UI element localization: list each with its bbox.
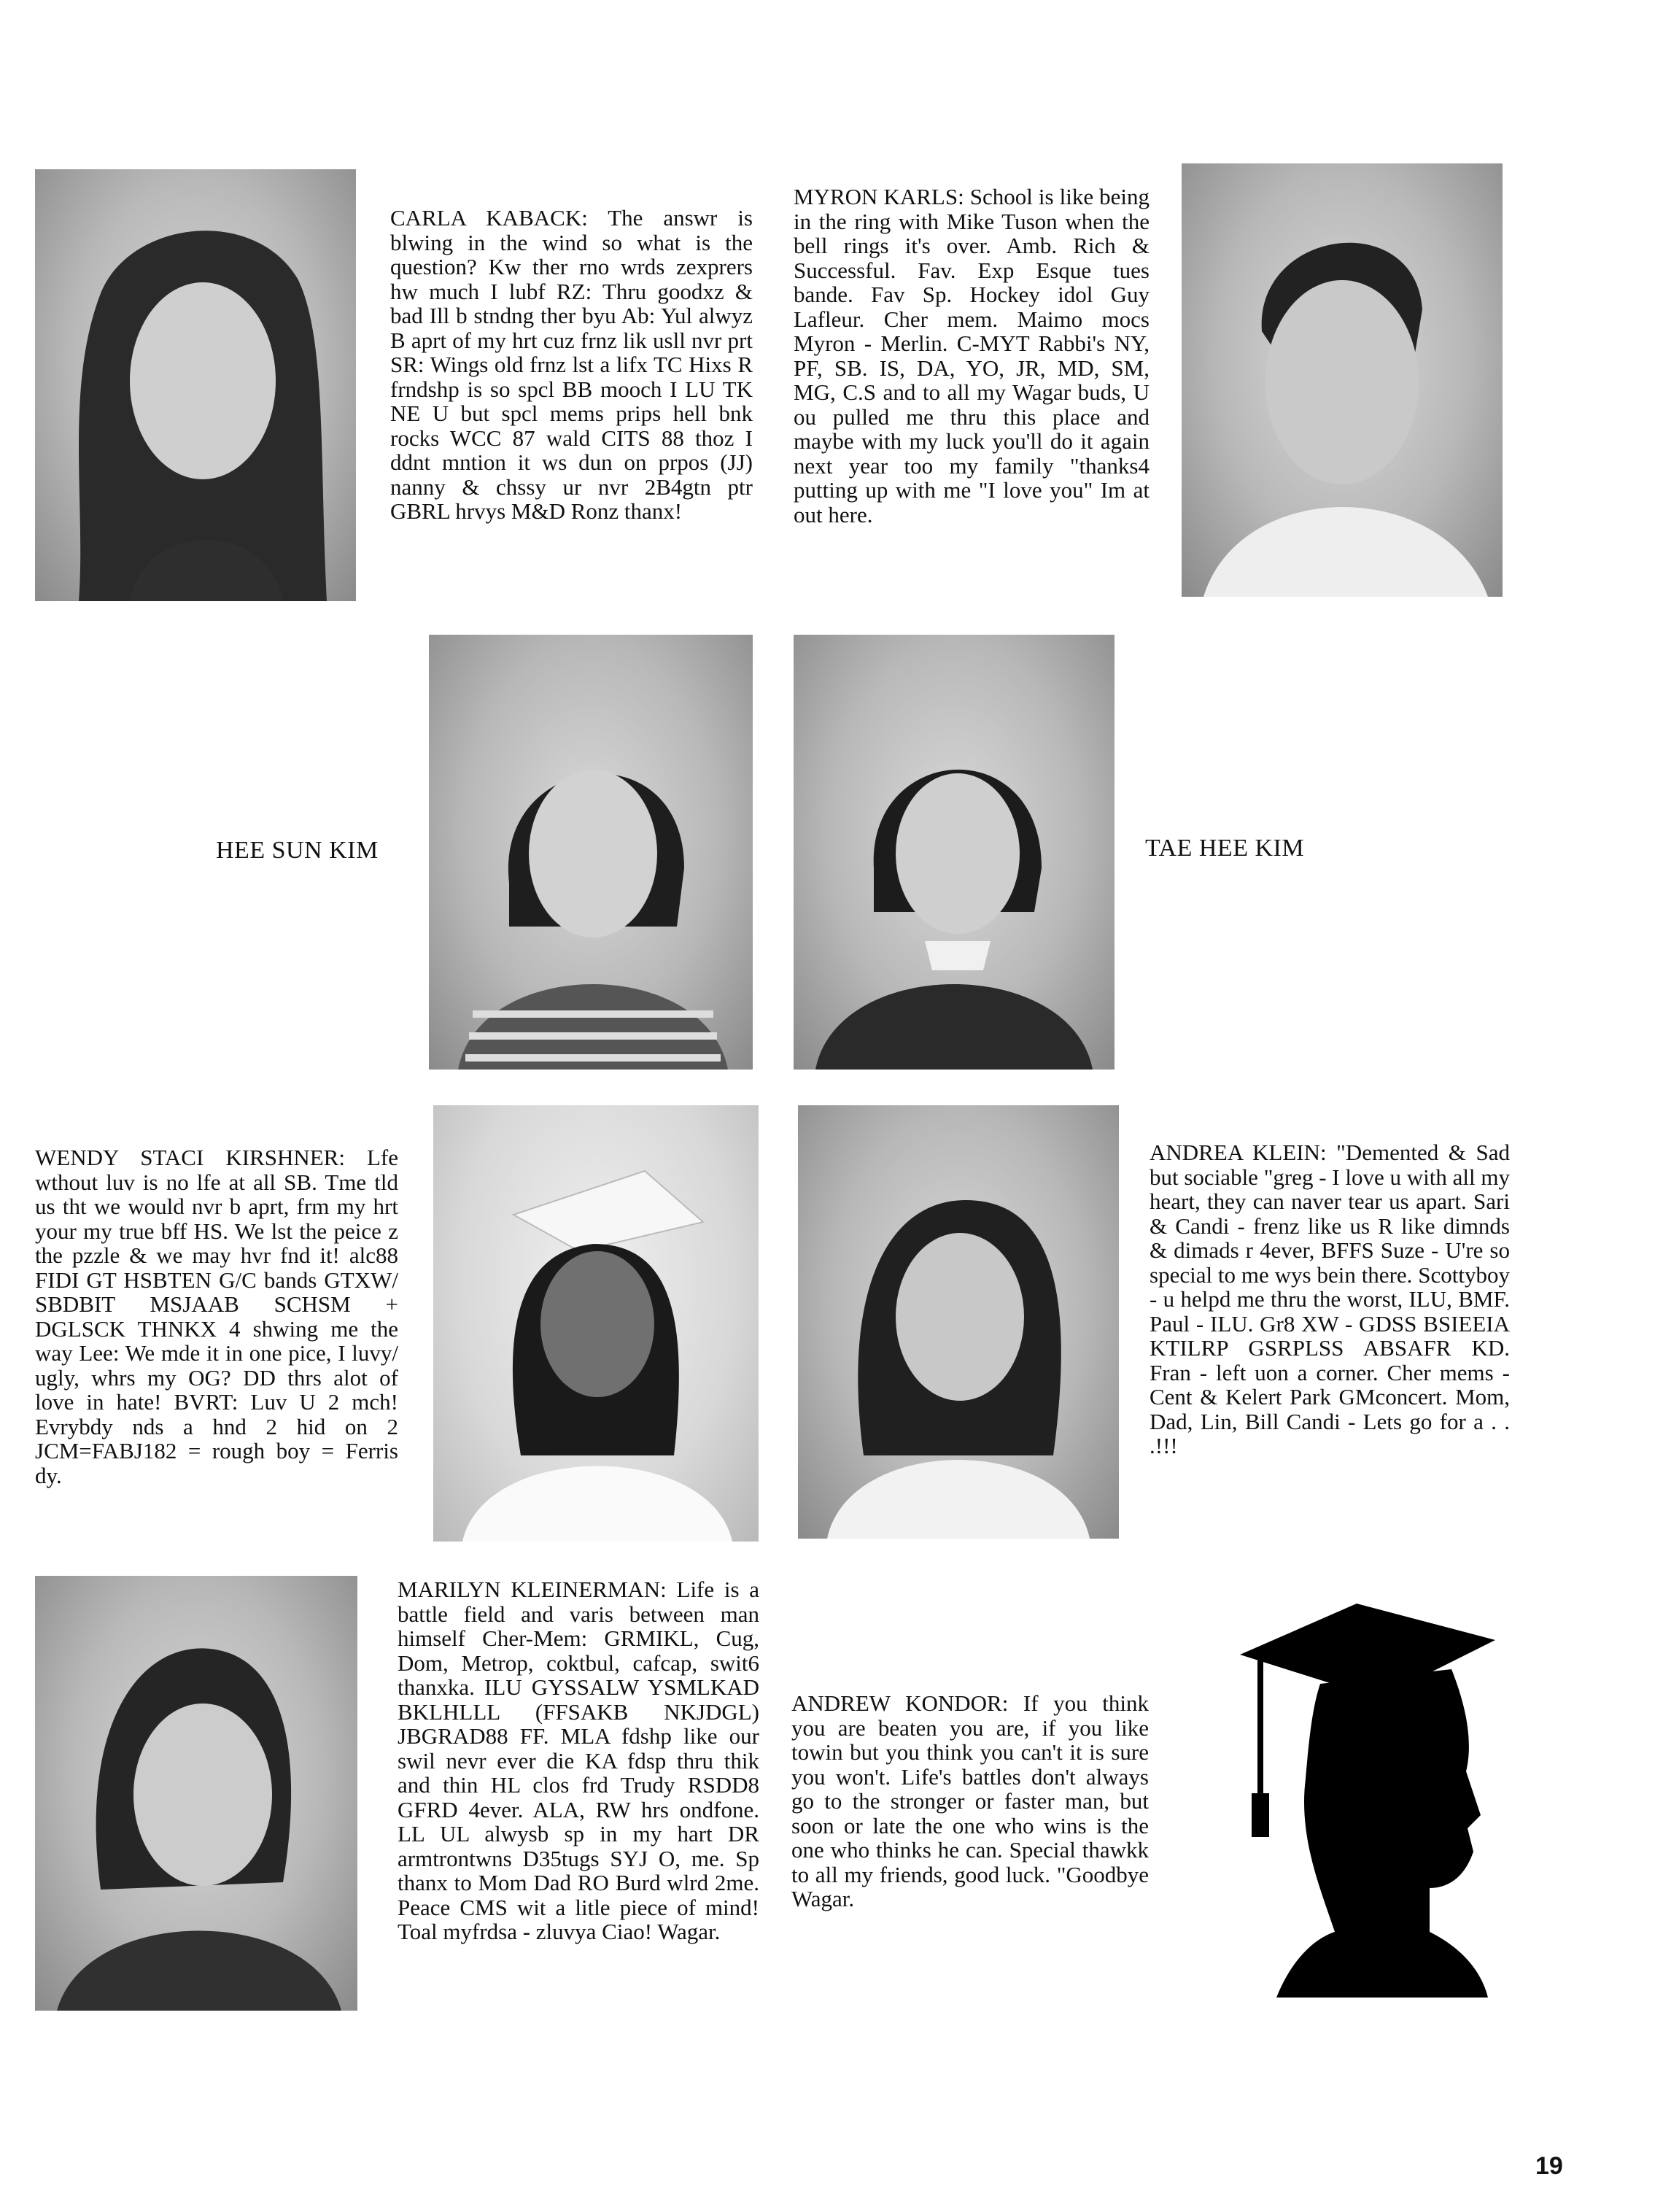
portrait-wendy-staci-kirshner [433,1105,759,1542]
portrait-myron-karls-image [1182,163,1503,597]
bio-myron-karls: MYRON KARLS: School is like being in the ring with Mike Tuson when the bell rings it's over. Amb. Rich & Successful. Fav. Exp Esque tues bande. Fav Sp. Hockey idol Guy Lafleur. Cher mem. Maimo mocs Myron - Merlin. C-MYT Rabbi's NY, PF, SB. IS, DA, YO, JR, MD, SM, MG, C.S and to all my Wagar buds, U ou pulled me thru this place and maybe with my luck you'll do it again next year too my family "thanks4 putting up with me "I love you" Im at out here. [794,184,1150,527]
portrait-andrea-klein-image [798,1105,1119,1539]
portrait-andrea-klein [798,1105,1119,1539]
portrait-wendy-staci-kirshner-image [433,1105,759,1542]
bio-wendy-staci-kirshner: WENDY STACI KIRSHNER: Lfe wthout luv is no lfe at all SB. Tme tld us tht we would nvr b aprt, frm my hrt your my true bff HS. We lst the peice z the pzzle & we may hvr fnd it! alc88 FIDI GT HSBTEN G/C bands GTXW/ SBDBIT MSJAAB SCHSM + DGLSCK THNKX 4 shwing me the way Lee: We mde it in one pice, I luvy/ ugly, whrs my OG? DD thrs alot of love in hate! BVRT: Luv U 2 mch! Evrybdy nds a hnd 2 hid on 2 JCM=FABJ182 = rough boy = Ferris dy. [35,1145,398,1488]
portrait-marilyn-kleinerman [35,1576,357,2011]
page-number: 19 [1535,2152,1563,2180]
bio-andrew-kondor: ANDREW KONDOR: If you think you are beaten you are, if you like towin but you think you can't it is sure you won't. Life's battles don't always go to the stronger or faster man, but soon or late the one who wins is the one who thinks he can. Special thawkk to all my friends, good luck. "Goodbye Wagar. [791,1690,1149,1911]
portrait-tae-hee-kim [794,635,1115,1070]
portrait-myron-karls [1182,163,1503,597]
portrait-hee-sun-kim-image [429,635,753,1070]
portrait-tae-hee-kim-image [794,635,1115,1070]
portrait-carla-kaback [35,169,356,601]
bio-marilyn-kleinerman: MARILYN KLEINERMAN: Life is a battle field and varis between man himself Cher-Mem: GRMIKL, Cug, Dom, Metrop, coktbul, cafcap, swit6 thanxka. ILU GYSSALW YSMLKAD BKLHLLL (FFSAKB NKJDGL) JBGRAD88 FF. MLA fdshp like our swil nevr ever die KA fdsp thru thik and thin HL clos frd Trudy RSDD8 GFRD 4ever. ALA, RW hrs ondfone. LL UL alwysb sp in my hart DR armtrontwns D35tugs SYJ O, me. Sp thanx to Mom Dad RO Burd wlrd 2me. Peace CMS wit a litle piece of mind! Toal myfrdsa - zluvya Ciao! Wagar. [398,1577,759,1944]
name-label-tae-hee-kim: TAE HEE KIM [1145,835,1305,862]
portrait-marilyn-kleinerman-image [35,1576,357,2011]
portrait-hee-sun-kim [429,635,753,1070]
graduate-silhouette-icon [1233,1596,1503,1998]
bio-andrea-klein: ANDREA KLEIN: "Demented & Sad but sociable "greg - I love u with all my heart, they can naver tear us apart. Sari & Candi - frenz like us R like dimnds & dimads r 4ever, BFFS Suze - U're so special to me wys bein there. Scottyboy - u helpd me thru the worst, ILU, BMF. Paul - ILU. Gr8 XW - GDSS BSIEEIA KTILRP GSRPLSS ABSAFR KD. Fran - left uon a corner. Cher mems - Cent & Kelert Park GMconcert. Mom, Dad, Lin, Bill Candi - Lets go for a . . .!!! [1150,1140,1510,1458]
bio-carla-kaback: CARLA KABACK: The answr is blwing in the wind so what is the question? Kw ther rno wrds zexprers hw much I lubf RZ: Thru goodxz & bad Ill b stndng ther byu Ab: Yul alwyz B aprt of my hrt cuz frnz lik usll nvr prt SR: Wings old frnz lst a lifx TC Hixs R frndshp is so spcl BB mooch I LU TK NE U but spcl mems prips hell bnk rocks WCC 87 wald CITS 88 thoz I ddnt mntion it ws dun on prpos (JJ) nanny & chssy ur nvr 2B4gtn ptr GBRL hrvys M&D Ronz thanx! [390,205,753,524]
portrait-carla-kaback-image [35,169,356,601]
name-label-hee-sun-kim: HEE SUN KIM [216,837,379,864]
